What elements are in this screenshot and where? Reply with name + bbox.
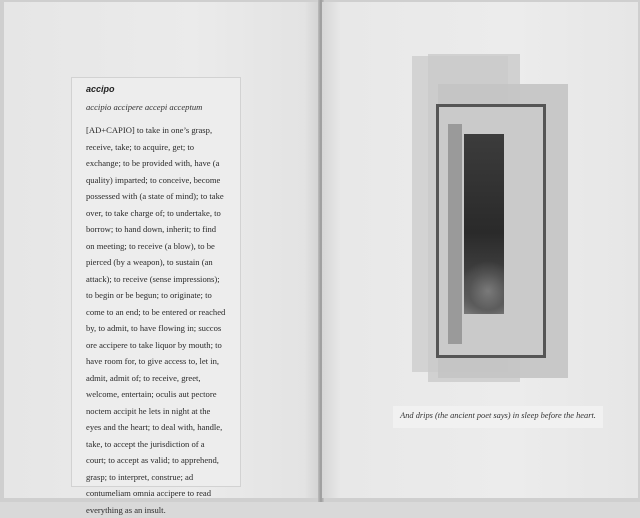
definition-line: court; to accept as valid; to apprehend, [86, 452, 236, 469]
caption-text: And drips (the ancient poet says) in sleep before the heart. [393, 411, 603, 420]
definition-line: eyes and the heart; to deal with, handle, [86, 419, 236, 436]
collage-band [448, 124, 462, 344]
definition-line: possessed with (a state of mind); to take [86, 188, 236, 205]
definition-line: take, to accept the jurisdiction of a [86, 436, 236, 453]
definition-line: to begin or be begun; to originate; to [86, 287, 236, 304]
definition-text [86, 122, 236, 518]
plant-image [464, 256, 504, 314]
definition-line: quality) imparted; to conceive, become [86, 172, 236, 189]
definition-line: attack); to receive (sense impressions); [86, 271, 236, 288]
photo-collage [412, 56, 568, 388]
definition-line: come to an end; to be entered or reached [86, 304, 236, 321]
definition-line: over, to take charge of; to undertake, to [86, 205, 236, 222]
definition-line: everything as an insult. [86, 502, 236, 518]
definition-line: on meeting; to receive (a blow), to be [86, 238, 236, 255]
dictionary-clipping [72, 78, 240, 486]
definition-line: exchange; to be provided with, have (a [86, 155, 236, 172]
definition-line: ore accipere to take liquor by mouth; to [86, 337, 236, 354]
principal-parts: accipio accipere accepi acceptum [86, 102, 202, 112]
definition-line: receive, take; to acquire, get; to [86, 139, 236, 156]
definition-line: borrow; to hand down, inherit; to find [86, 221, 236, 238]
definition-line: noctem accipit he lets in night at the [86, 403, 236, 420]
definition-line: welcome, entertain; oculis aut pectore [86, 386, 236, 403]
definition-line: pierced (by a weapon), to sustain (an [86, 254, 236, 271]
definition-line: grasp; to interpret, construe; ad [86, 469, 236, 486]
definition-line: have room for, to give access to, let in, [86, 353, 236, 370]
definition-line: contumeliam omnia accipere to read [86, 485, 236, 502]
left-page [4, 2, 320, 498]
definition-line: [AD+CAPIO] to take in one’s grasp, [86, 122, 236, 139]
definition-line: by, to admit, to have flowing in; succos [86, 320, 236, 337]
definition-line: admit, admit of; to receive, greet, [86, 370, 236, 387]
caption-strip [393, 406, 603, 428]
headword: accipo [86, 84, 115, 94]
